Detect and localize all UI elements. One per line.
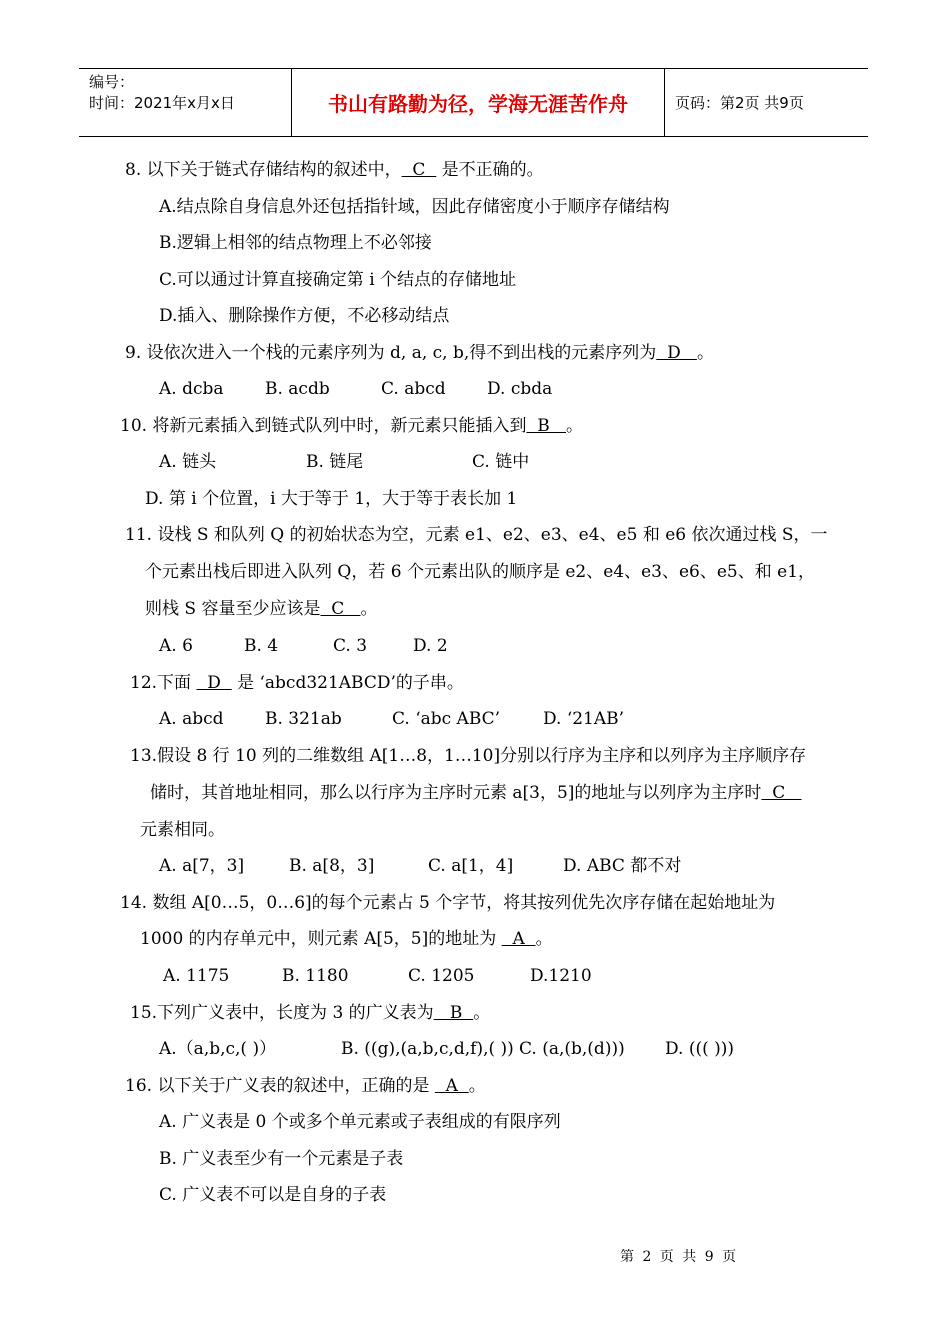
answer-blank: B <box>526 416 566 436</box>
question-13-line-1: 13.假设 8 行 10 列的二维数组 A[1…8，1…10]分别以行序为主序和以列序为主序顺序存 <box>130 746 807 766</box>
question-8-option-c: C.可以通过计算直接确定第 i 个结点的存储地址 <box>159 270 517 290</box>
answer-blank: D <box>196 673 232 693</box>
question-11-line-1: 11. 设栈 S 和队列 Q 的初始状态为空，元素 e1、e2、e3、e4、e5 和 e6 依次通过栈 S，一 <box>125 525 828 545</box>
page-header <box>79 68 868 137</box>
question-9-stem: 9. 设依次进入一个栈的元素序列为 d, a, c, b,得不到出栈的元素序列为 D 。 <box>125 343 714 363</box>
header-motto: 书山有路勤为径，学海无涯苦作舟 <box>292 69 665 136</box>
question-11-line-2: 个元素出栈后即进入队列 Q，若 6 个元素出队的顺序是 e2、e4、e3、e6、e5、和 e1， <box>145 562 816 582</box>
question-10-option-d: D. 第 i 个位置，i 大于等于 1，大于等于表长加 1 <box>145 489 518 509</box>
answer-blank: D <box>656 343 697 363</box>
question-8-option-a: A.结点除自身信息外还包括指针域，因此存储密度小于顺序存储结构 <box>159 197 670 217</box>
question-8-stem: 8. 以下关于链式存储结构的叙述中， C 是不正确的。 <box>125 160 544 180</box>
number-label: 编号： <box>89 73 135 91</box>
question-16-option-a: A. 广义表是 0 个或多个单元素或子表组成的有限序列 <box>159 1112 561 1132</box>
answer-blank: C <box>401 160 437 180</box>
answer-blank: C <box>320 599 361 619</box>
question-12-stem: 12.下面 D 是 ‘abcd321ABCD’的子串。 <box>130 673 464 693</box>
header-page-info: 页码：第2页 共9页 <box>675 94 804 112</box>
question-16-stem: 16. 以下关于广义表的叙述中，正确的是 A 。 <box>125 1076 486 1096</box>
header-meta <box>79 69 292 136</box>
time-label: 时间：2021年x月x日 <box>89 94 235 112</box>
question-16-option-b: B. 广义表至少有一个元素是子表 <box>159 1149 404 1169</box>
question-13-line-3: 元素相同。 <box>140 820 225 840</box>
question-14-line-2: 1000 的内存单元中，则元素 A[5，5]的地址为 A 。 <box>140 929 553 949</box>
question-15-stem: 15.下列广义表中，长度为 3 的广义表为 B 。 <box>130 1003 491 1023</box>
question-10-stem: 10. 将新元素插入到链式队列中时，新元素只能插入到 B 。 <box>120 416 583 436</box>
question-16-option-c: C. 广义表不可以是自身的子表 <box>159 1185 387 1205</box>
page-footer: 第 2 页 共 9 页 <box>620 1249 739 1265</box>
question-11-line-3: 则栈 S 容量至少应该是 C 。 <box>145 599 378 619</box>
question-14-line-1: 14. 数组 A[0…5，0…6]的每个元素占 5 个字节，将其按列优先次序存储在起始地址为 <box>120 893 776 913</box>
question-8-option-d: D.插入、删除操作方便，不必移动结点 <box>159 306 450 326</box>
question-8-option-b: B.逻辑上相邻的结点物理上不必邻接 <box>159 233 432 253</box>
answer-blank: C <box>761 783 802 803</box>
answer-blank: A <box>501 929 536 949</box>
answer-blank: B <box>433 1003 474 1023</box>
question-13-line-2: 储时，其首地址相同，那么以行序为主序时元素 a[3，5]的地址与以列序为主序时 C <box>150 783 802 803</box>
answer-blank: A <box>434 1076 469 1096</box>
